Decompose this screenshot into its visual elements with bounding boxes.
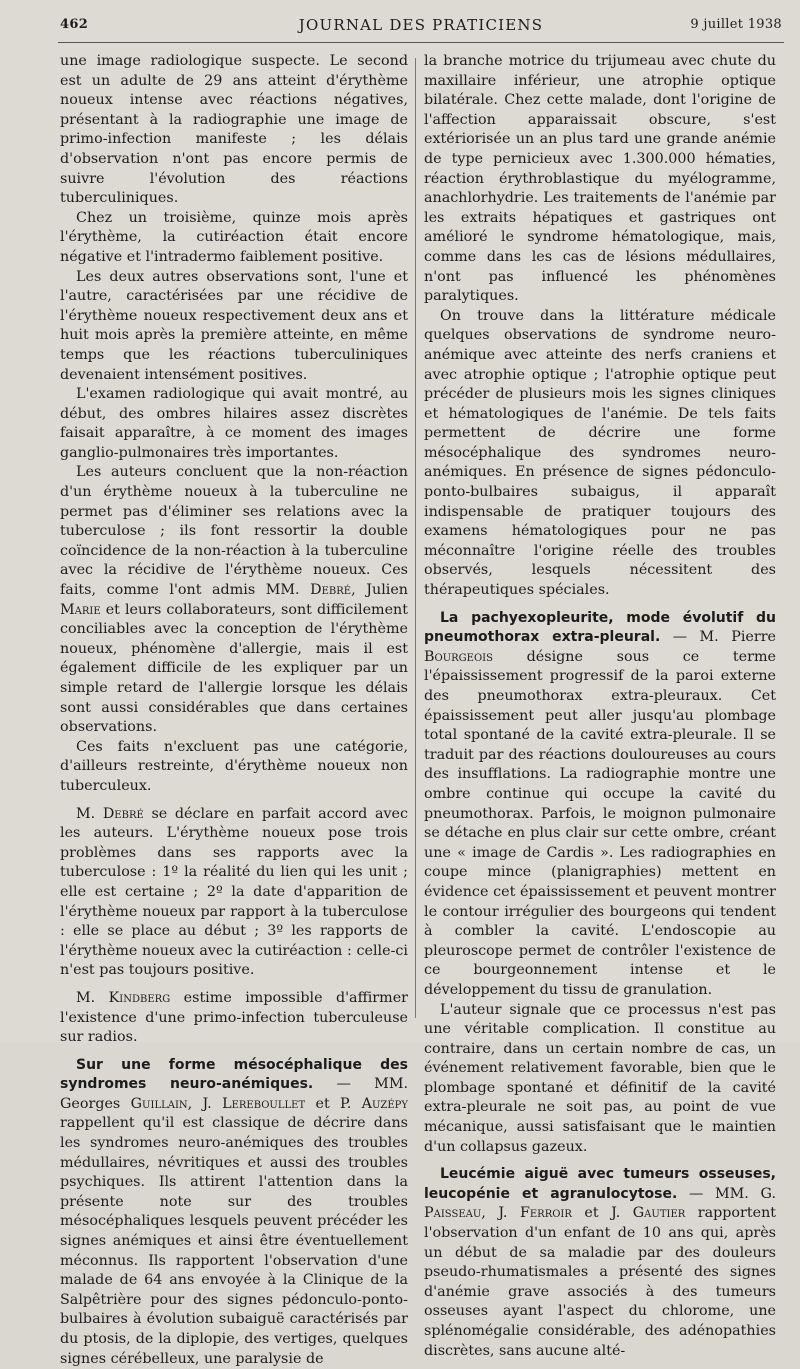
- author-name: J. Ferroir: [498, 1205, 572, 1222]
- author-name: Paisseau: [424, 1205, 482, 1222]
- text-run: et leurs collaborateurs, sont difficilement conciliables avec la conception de l'érythème noueux, phénomène d'allergie, mais il est également difficile de les expliquer par un simple retard de l'allergie lorsque les délais sont aussi considérables que dans certaines observations.: [60, 601, 409, 736]
- header-rule: [58, 42, 784, 43]
- page-number: 462: [60, 17, 89, 32]
- text-run: — MM. Georges: [60, 1076, 409, 1112]
- text-run: Les auteurs concluent que la non-réaction d'un érythème noueux à la tuberculine ne permet pas d'éliminer ses relations avec la tuberculose ; ils font ressortir la double coïncidence de la non-réaction à la tuberculine avec la récidive de l'érythème noueux. Ces faits, comme l'ont admis MM.: [60, 464, 408, 599]
- author-name: Debré: [102, 805, 144, 822]
- issue-date: 9 juillet 1938: [690, 17, 782, 32]
- section-title: Leucémie aiguë avec tumeurs osseuses, leucopénie et agranulocytose.: [424, 1166, 776, 1202]
- section-paragraph: [424, 1165, 776, 1361]
- text-run: désigne sous ce terme l'épaississement progressif de la paroi externe des pneumothorax extra-pleuraux. Cet épaississement peut aller jusqu'au plombage total spontané de la cavité extra-pleurale. Il se traduit par des réactions douloureuses au cours des insufflations. La radiographie montre une ombre continue qui occupe la cavité du pneumothorax. Parfois, le moignon pulmonaire se détache en plus clair sur cette ombre, créant une « image de Cardis ». Les radiographies en coupe mince (planigraphies) mettent en évidence cet épaississement et peuvent montrer le contour irrégulier des bourgeons qui tendent à combler la cavité. L'endoscopie au pleuroscope permet de contrôler l'existence de ce bourgeonnement intense et le développement du tissu de granulation.: [424, 648, 776, 998]
- text-run: M.: [76, 989, 96, 1006]
- text-run: M.: [76, 805, 96, 822]
- running-header: [60, 14, 782, 38]
- paragraph: [60, 463, 408, 737]
- text-run: — MM. G.: [689, 1185, 776, 1202]
- right-column: [424, 52, 777, 1359]
- paragraph: la branche motrice du trijumeau avec chute du maxillaire inférieur, une atrophie optique bilatérale. Chez cette malade, dont l'origine de l'affection apparaissait obscure, s'est extériorisée un an plus tard une grande anémie de type pernicieux avec 1.300.000 hématies, réaction érythroblastique du myélogramme, anachlorhydrie. Les traitements de l'anémie par les extraits hépatiques et gastriques ont amélioré le syndrome hématologique, mais, comme dans les cas de lésions médullaires, n'ont pas influencé les phénomènes paralytiques.: [424, 53, 776, 305]
- author-name: Bourgeois: [424, 648, 493, 665]
- journal-title: JOURNAL DES PRATICIENS: [298, 16, 544, 34]
- section-title: La pachyexopleurite, mode évolutif du pneumothorax extra-pleural.: [424, 609, 776, 646]
- author-name: Guillain: [130, 1095, 188, 1112]
- text-run: rapportent l'observation d'un enfant de 10 ans qui, après un début de sa maladie par des douleurs pseudo-rhumatismales a présenté des signes d'anémie grave associés à des tumeurs osseuses ayant l'aspect du chlorome, une splénomégalie considérable, des adénopathies discrètes, sans aucune alté-: [424, 1205, 777, 1359]
- author-name: Lereboullet: [222, 1095, 306, 1112]
- text-run: , J.: [187, 1095, 212, 1112]
- section-paragraph: [60, 1056, 408, 1369]
- author-name: Kindberg: [108, 989, 171, 1006]
- left-column: [60, 52, 409, 1367]
- text-run: — M. Pierre: [672, 629, 777, 646]
- section-paragraph: [424, 609, 776, 1001]
- author-name: Debré: [310, 582, 352, 599]
- paragraph: [60, 989, 408, 1048]
- text-run: se déclare en parfait accord avec les auteurs. L'érythème noueux pose trois problèmes dans ses rapports avec la tuberculose : 1º la réalité du lien qui les unit ; elle est certaine ; 2º la date d'apparition de l'érythème noueux par rapport à la tuberculose : elle se place au début ; 3º les rapports de l'érythème noueux avec la cutiréaction : celle-ci n'est pas toujours positive.: [60, 805, 409, 979]
- author-name: Auzépy: [361, 1095, 409, 1112]
- paragraph: Les deux autres observations sont, l'une et l'autre, caractérisées par une récidive de l'érythème noueux respectivement deux ans et huit mois après la première atteinte, en même temps que les réactions tuberculiniques devenaient intensément positives.: [60, 268, 408, 383]
- text-run: estime impossible d'affirmer l'existence d'une primo-infection tuberculeuse sur radios.: [60, 989, 408, 1046]
- text-run: ,: [481, 1205, 486, 1222]
- text-run: et P.: [315, 1095, 352, 1112]
- paragraph: Ces faits n'excluent pas une catégorie, d'ailleurs restreinte, d'érythème noueux non tuberculeux.: [60, 738, 408, 794]
- paragraph: L'examen radiologique qui avait montré, au début, des ombres hilaires assez discrètes faisait apparaître, à ce moment des images ganglio-pulmonaires très importantes.: [60, 386, 408, 461]
- text-run: et: [584, 1205, 599, 1222]
- author-name: J. Gautier: [611, 1205, 686, 1222]
- paragraph: Chez un troisième, quinze mois après l'érythème, la cutiréaction était encore négative et l'intradermo faiblement positive.: [60, 209, 408, 265]
- text-run: rappellent qu'il est classique de décrire dans les syndromes neuro-anémiques des troubles médullaires, névritiques et aussi des troubles psychiques. Ils attirent l'attention dans la présente note sur des troubles mésocéphaliques lesquels peuvent précéder les signes anémiques et ainsi être éventuellement méconnus. Ils rapportent l'observation d'une malade de 64 ans envoyée à la Clinique de la Salpêtrière pour des signes pédonculo-ponto-bulbaires à évolution subaiguë caractérisés par du ptosis, de la diplopie, des vertiges, quelques signes cérébelleux, une paralysie de: [60, 1115, 408, 1367]
- paragraph: [60, 805, 408, 981]
- paragraph: L'auteur signale que ce processus n'est pas une véritable complication. Il constitue au contraire, dans un certain nombre de cas, un événement relativement favorable, bien que le plombage spontané et définitif de la cavité extra-pleurale ne soit pas, au point de vue mécanique, aussi satisfaisant que le maintien d'un collapsus gazeux.: [424, 1001, 776, 1155]
- section-title: Sur une forme mésocéphalique des syndromes neuro-anémiques.: [60, 1056, 408, 1093]
- paragraph: On trouve dans la littérature médicale quelques observations de syndrome neuro-anémique avec atteinte des nerfs craniens et avec atrophie optique ; l'atrophie optique peut précéder de plusieurs mois les signes cliniques et hématologiques de l'anémie. De tels faits permettent de décrire une forme mésocéphalique des syndromes neuro-anémiques. En présence de signes pédonculo-ponto-bulbaires subaigus, il apparaît indispensable de pratiquer toujours des examens hématologiques pour ne pas méconnaître l'origine réelle des troubles observés, lesquels nécessitent des thérapeutiques spéciales.: [424, 307, 776, 599]
- column-divider: [415, 58, 416, 1018]
- author-name: Marie: [60, 601, 101, 618]
- text-run: , Julien: [351, 582, 409, 599]
- paragraph: une image radiologique suspecte. Le second est un adulte de 29 ans atteint d'érythème noueux intense avec réactions négatives, présentant à la radiographie une image de primo-infection manifeste ; les délais d'observation n'ont pas encore permis de suivre l'évolution des réactions tuberculiniques.: [60, 53, 408, 207]
